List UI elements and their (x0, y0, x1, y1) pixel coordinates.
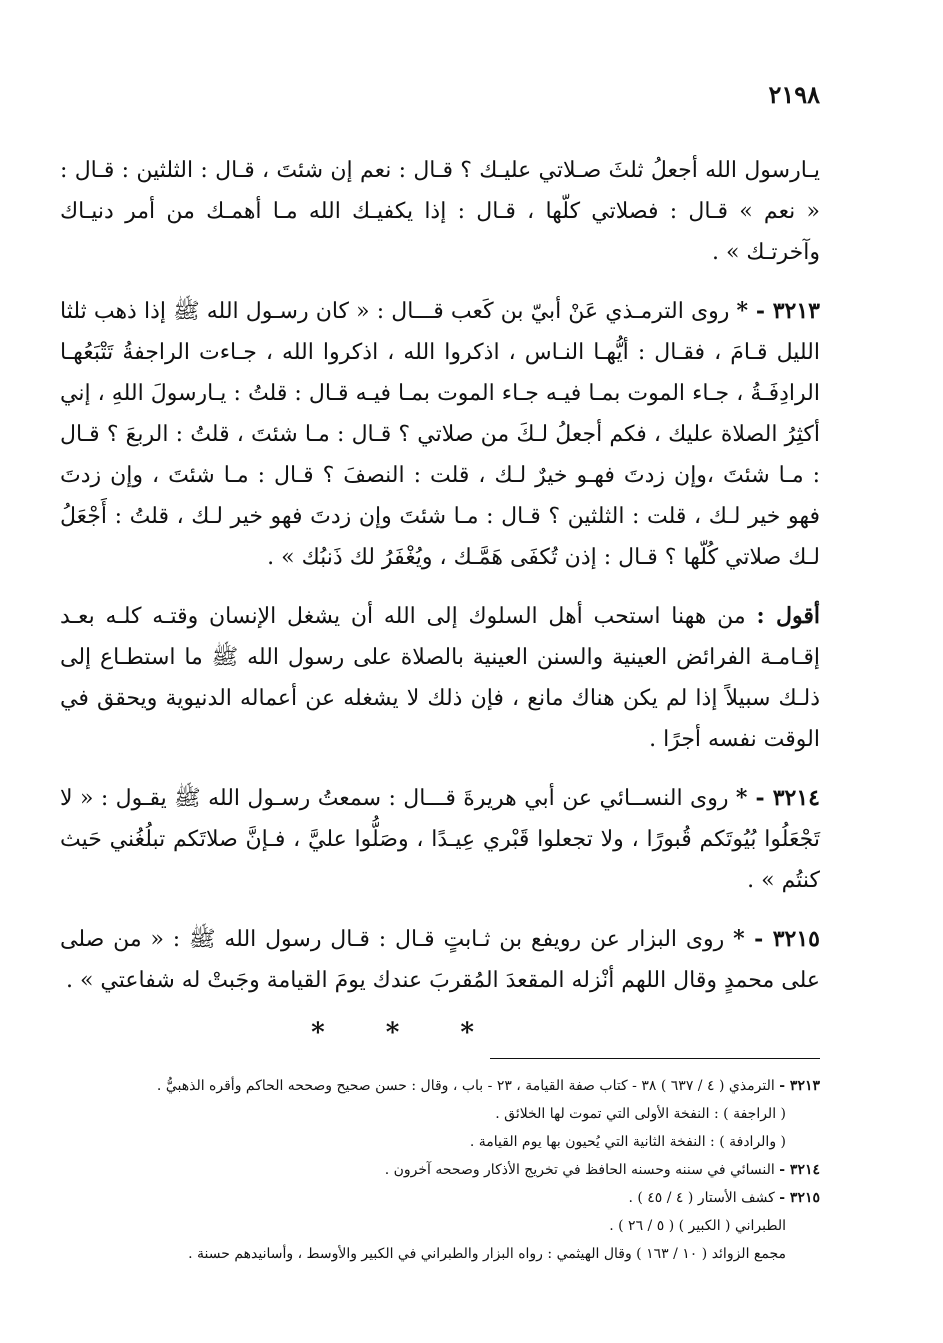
paragraph-text: روى البزار عن رويفع بن ثـابتٍ قـال : قـال رسول الله ﷺ : « من صلى على محمدٍ وقال اللهم أنْزله المقعدَ المُقربَ عندك يومَ القيامة وجَبتْ له شفاعتي » . (60, 927, 820, 993)
footnote-text: الطبراني ( الكبير ) ( ٥ / ٢٦ ) . (609, 1218, 786, 1234)
footnote (60, 1184, 820, 1212)
hadith-3214 (60, 778, 820, 901)
footnote (60, 1128, 820, 1156)
hadith-3215 (60, 919, 820, 1001)
page-number: ٢١٩٨ (768, 80, 820, 109)
footnote (60, 1156, 820, 1184)
hadith-number: ٣٢١٣ - * (736, 298, 820, 324)
commentary (60, 596, 820, 760)
hadith-number: ٣٢١٤ - * (735, 785, 820, 811)
footnotes (60, 1072, 820, 1268)
footnote-number: ٣٢١٣ - (779, 1078, 820, 1094)
commentary-lead: أقول : (756, 603, 820, 629)
paragraph (60, 150, 820, 273)
main-text (60, 150, 820, 1019)
section-separator: * * * (311, 1018, 500, 1048)
hadith-3213 (60, 291, 820, 578)
footnote-number: ٣٢١٤ - (779, 1162, 820, 1178)
footnote-divider (490, 1058, 820, 1059)
footnote-number: ٣٢١٥ - (779, 1190, 820, 1206)
footnote (60, 1072, 820, 1100)
paragraph-text: يـارسول الله أجعلُ ثلثَ صـلاتي عليـك ؟ قـال : نعم إن شئتَ ، قـال : الثلثين : قـال : « نعم » قـال : فصلاتي كلّها ، قـال : إذا يكفيـك الله مـا أهمـك من أمر دنيـاك وآخرتـك » . (60, 158, 820, 265)
footnote (60, 1240, 820, 1268)
footnote-text: الترمذي ( ٤ / ٦٣٧ ) ٣٨ - كتاب صفة القيامة ، ٢٣ - باب ، وقال : حسن صحيح وصححه الحاكم وأقره الذهبيُّ . (156, 1078, 775, 1094)
footnote (60, 1212, 820, 1240)
footnote-text: مجمع الزوائد ( ١٠ / ١٦٣ ) وقال الهيثمي : رواه البزار والطبراني في الكبير والأوسط ، وأسانيدهم حسنة . (188, 1246, 786, 1262)
footnote (60, 1100, 820, 1128)
hadith-number: ٣٢١٥ - * (733, 926, 820, 952)
footnote-text: النسائي في سننه وحسنه الحافظ في تخريج الأذكار وصححه آخرون . (384, 1162, 775, 1178)
paragraph-text: روى النســائي عن أبي هريرةَ قـــال : سمعتُ رسـول الله ﷺ يقـول : « لا تَجْعَلُوا بُيُوتَكم قُبورًا ، ولا تجعلوا قَبْري عِيـدًا ، وصَلُّوا عليَّ ، فـإنَّ صلاتَكم تبلُغُني حَيث كنتُم » . (60, 786, 820, 893)
footnote-text: ( الراجفة ) : النفخة الأولى التي تموت لها الخلائق . (495, 1106, 786, 1122)
paragraph-text: من ههنا استحب أهل السلوك إلى الله أن يشغل الإنسان وقتـه كلـه بعـد إقـامـة الفرائض العينية والسنن العينية بالصلاة على رسول الله ﷺ ما استطـاع إلى ذلـك سبيلاً إذا لم يكن هناك مانع ، فإن ذلك لا يشغله عن أعماله الدنيوية ويحقق في الوقت نفسه أجرًا . (60, 604, 820, 752)
book-page (60, 80, 820, 1300)
footnote-text: ( والرادفة ) : النفخة الثانية التي يُحيون بها يوم القيامة . (469, 1134, 786, 1150)
paragraph-text: روى الترمـذي عَنْ أبيّ بن كَعب قـــال : « كان رسـول الله ﷺ إذا ذهب ثلثا الليل قـامَ ، فقـال : أيُّهـا النـاس ، اذكروا الله ، اذكروا الله ، جـاءت الراجفةُ تَتْبَعُهـا الرادِفَـةُ ، جـاء الموت بمـا فيـه جـاء الموت بمـا فيـه قـال : قلتُ : يـارسولَ اللهِ ، إني أكثِرُ الصلاة عليك ، فكم أجعلُ لـكَ من صلاتي ؟ قـال : مـا شئتَ ، قلتُ : الربعَ ؟ قـال : مـا شئتَ ،وإن زدتَ فهـو خيرٌ لـك ، قلت : النصفَ ؟ قـال : مـا شئتَ ، وإن زدتَ فهو خير لـك ، قلت : الثلثين ؟ قـال : مـا شئتَ وإن زدتَ فهو خير لـك ، قلتُ : أَجْعَلُ لـك صلاتي كُلّها ؟ قـال : إذن تُكفَى هَمَّـك ، ويُغْفَرُ لك ذَنبُك » . (60, 299, 820, 570)
footnote-text: كشف الأستار ( ٤ / ٤٥ ) . (628, 1190, 775, 1206)
